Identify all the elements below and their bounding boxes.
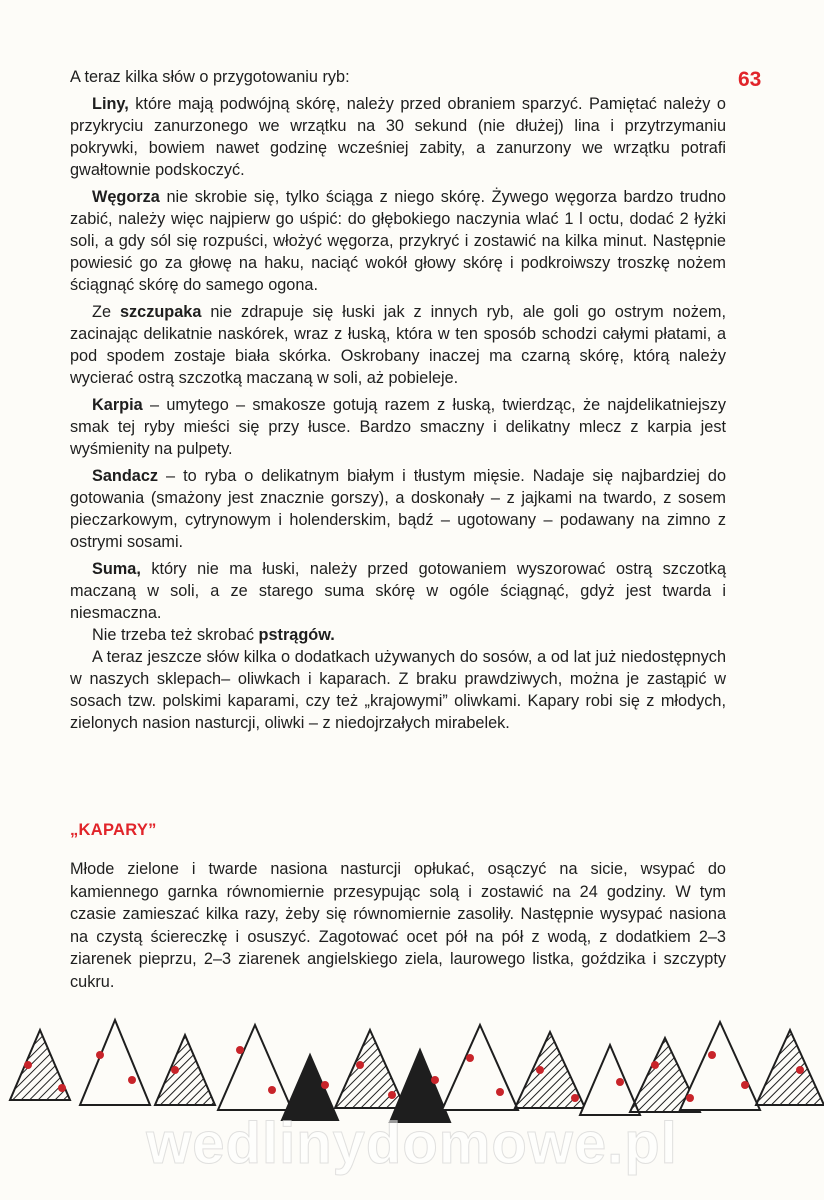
tree-icon [580,1045,640,1115]
tree-icon [80,1020,150,1105]
keyword: Liny, [92,95,129,113]
paragraph-prefix: Nie trzeba też skrobać [92,626,259,644]
paragraph-pstrag [70,624,726,646]
paragraph-text: który nie ma łuski, należy przed gotowaniem wyszorować ostrą szczotką maczaną w soli, a ze starego suma skórę w ogóle ściągnąć, gdyż jest twarda i niesmaczna. [70,560,726,622]
paragraph-liny [70,93,726,181]
keyword: szczupaka [119,303,202,321]
paragraph-sum [70,558,726,624]
paragraph-text: które mają podwójną skórę, należy przed obraniem sparzyć. Pamiętać należy o przykryciu zanurzonego we wrzątku na 30 sekund (nie dłużej) lina i przytrzymaniu pokrywki, bowiem nawet godzinę wcześniej zabity, a zanurzony we wrzątku potrafi gwałtownie podskoczyć. [70,95,726,179]
paragraph-wegorz [70,186,726,296]
tree-icon [442,1025,518,1110]
tree-icon [756,1030,824,1105]
page-number: 63 [738,68,762,91]
keyword: Karpia [92,396,143,414]
keyword: Sandacz [92,467,159,485]
tree-icon [218,1025,292,1110]
keyword: pstrągów. [258,626,335,644]
paragraph-dodatki: A teraz jeszcze słów kilka o dodatkach używanych do sosów, a od lat już niedostępnych w naszych sklepach– oliwkach i kaparach. Z braku prawdziwych, można je zastąpić w sosach tzw. polskimi kaparami, czy też „krajowymi” oliwkami. Kapary robi się z młodych, zielonych nasion nasturcji, oliwki – z niedojrzałych mirabelek. [70,648,726,732]
paragraph-szczupak [70,301,726,389]
keyword: Węgorza [92,188,160,206]
watermark: wedlinydomowe.pl [146,1111,678,1176]
paragraph-prefix: Ze [92,303,120,321]
paragraph-karp [70,394,726,460]
intro-line: A teraz kilka słów o przygotowaniu ryb: [70,68,350,86]
paragraph-text: nie skrobie się, tylko ściąga z niego skórę. Żywego węgorza bardzo trudno zabić, należy więc najpierw go uśpić: do głębokiego naczynia wlać 1 l octu, dodać 2 łyżki soli, a gdy sól się rozpuści, włożyć węgorza, przykryć i zostawić na kilka minut. Następnie powiesić go za głowę na haku, naciąć wokół głowy skórę i podkroiwszy troszkę nożem ściągnąć skórę do samego ogona. [70,188,726,294]
paragraph-text: nie zdrapuje się łuski jak z innych ryb, ale goli go ostrym nożem, zacinając delikatnie naskórek, wraz z łuską, która w ten sposób schodzi całymi płatami, a pod spodem zostaje biała skórka. Oskrobany inaczej ma czarną skórę, którą należy wycierać ostrą szczotką maczaną w soli, aż pobieleje. [70,303,726,387]
tree-icon [155,1035,215,1105]
paragraph-text: – umytego – smakosze gotują razem z łuską, twierdząc, że najdelikatniejszy smak tej ryby mieści się przy łusce. Bardzo smaczny i delikatny mlecz z karpia jest wyśmienity na pulpety. [70,396,726,458]
paragraph-text: – to ryba o delikatnym białym i tłustym mięsie. Nadaje się najbardziej do gotowania (smażony jest znacznie gorszy), a doskonały – z jajkami na twardo, z sosem pieczarkowym, cytrynowym i holenderskim, bądź – ugotowany – podawany na zimno z ostrymi sosami. [70,467,726,551]
article-body [70,66,726,734]
keyword: Suma, [92,560,141,578]
recipe-title: „KAPARY” [70,821,157,839]
recipe-text: Młode zielone i twarde nasiona nasturcji opłukać, osączyć na sicie, wsypać do kamiennego garnka równomiernie przesypując solą i zostawić na 24 godziny. W tym czasie zamieszać kilka razy, żeby się równomiernie zasoliły. Następnie wysypać nasiona na czystą ściereczkę i osuszyć. Zagotować ocet pół na pół z wodą, z dodatkiem 2–3 ziarenek pieprzu, 2–3 ziarenek angielskiego ziela, laurowego listka, goździka i szczypty cukru. [70,860,726,991]
paragraph-sandacz [70,465,726,553]
